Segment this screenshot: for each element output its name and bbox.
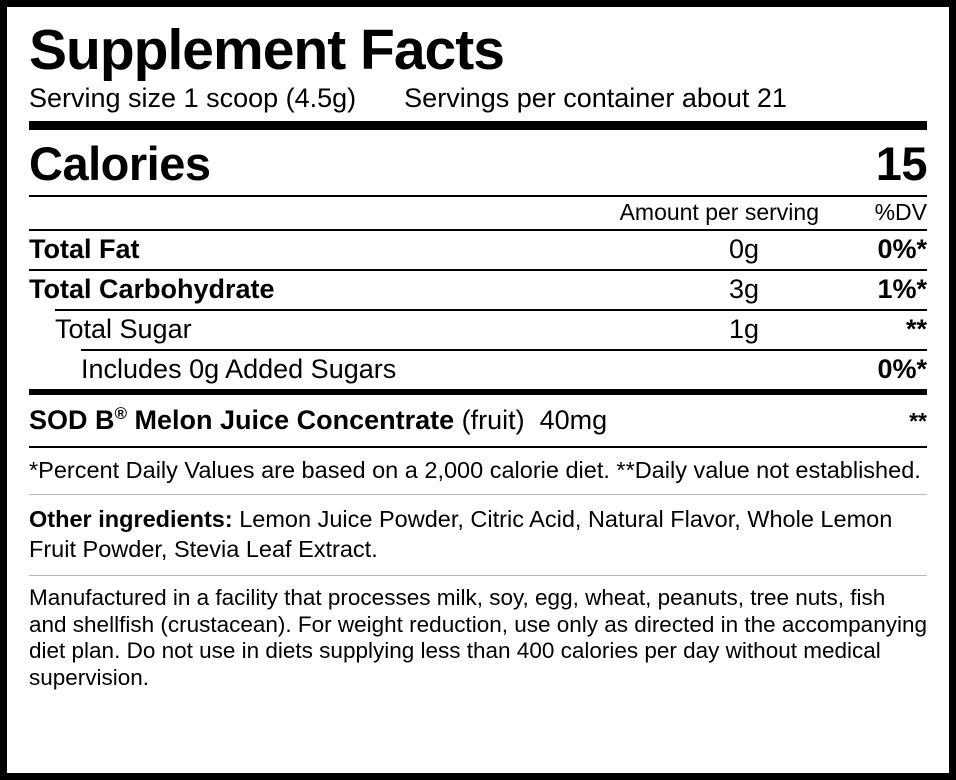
calories-row (29, 130, 927, 195)
allergen-disclaimer: Manufactured in a facility that processes milk, soy, egg, wheat, peanuts, tree nuts, fish and shellfish (crustacean). For weight reduction, use only as directed in the accompanying diet plan. Do not use in diets supplying less than 400 calories per day without medical supervision. (29, 585, 927, 690)
dv-header: %DV (874, 198, 927, 225)
nutrient-dv: 0%* (877, 233, 927, 264)
nutrient-dv: 1%* (877, 273, 927, 304)
table-row (29, 231, 927, 269)
nutrient-dv: ** (905, 313, 927, 344)
nutrient-amount: 1g (728, 313, 760, 344)
serving-size-text: Serving size 1 scoop (4.5g) (29, 83, 357, 114)
divider-thick-top (29, 121, 927, 130)
table-row (29, 271, 927, 309)
serving-info-row (29, 82, 927, 120)
nutrient-amount: 3g (728, 273, 760, 304)
other-ingredients (29, 495, 927, 575)
daily-value-footnote: *Percent Daily Values are based on a 2,000 calorie diet. **Daily value not established. (29, 456, 921, 483)
table-row (29, 351, 927, 389)
nutrient-amount: 0g (728, 233, 760, 264)
registered-trademark-icon: ® (114, 403, 128, 423)
servings-per-container-text: Servings per container about 21 (404, 83, 787, 114)
ingredient-dv: ** (909, 407, 927, 434)
ingredient-descriptor: Melon Juice Concentrate (127, 404, 455, 435)
other-ingredients-text: Lemon Juice Powder, Citric Acid, Natural Flavor, Whole Lemon Fruit Powder, Stevia Leaf Extract. (29, 506, 893, 563)
ingredient-amount: 40mg (539, 404, 608, 435)
ingredient-brand: SOD B (29, 404, 115, 435)
page-title: Supplement Facts (29, 18, 504, 82)
calories-label: Calories (29, 136, 211, 190)
ingredient-row (29, 395, 927, 446)
nutrient-name: Total Carbohydrate (29, 273, 275, 304)
nutrient-name: Total Sugar (55, 313, 192, 344)
nutrient-name: Total Fat (29, 233, 140, 264)
nutrient-name: Includes 0g Added Sugars (81, 353, 397, 384)
column-headers-row (29, 197, 927, 229)
calories-value: 15 (875, 136, 927, 190)
table-row (29, 311, 927, 349)
ingredient-source: (fruit) (454, 404, 525, 435)
ingredient-name (29, 404, 819, 436)
nutrient-dv: 0%* (877, 353, 927, 384)
amount-per-serving-header: Amount per serving (619, 198, 819, 225)
other-ingredients-label: Other ingredients: (29, 506, 233, 533)
